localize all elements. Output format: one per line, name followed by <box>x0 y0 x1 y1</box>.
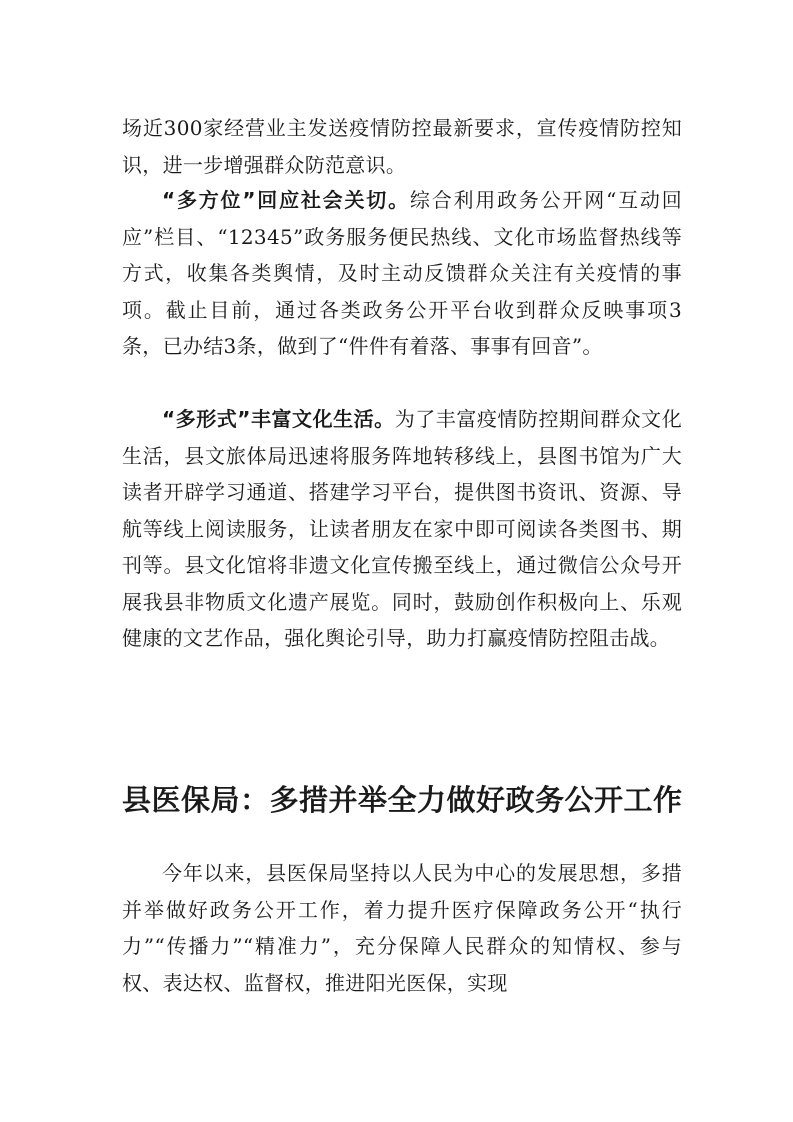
paragraph-continuation <box>122 110 682 183</box>
paragraph-text: 今年以来，县医保局坚持以人民为中心的发展思想，多措并举做好政务公开工作，着力提升医疗保障政务公开“执行力”“传播力”“精准力”，充分保障人民群众的知情权、参与权、表达权、监督权，推进阳光医保，实现 <box>122 861 682 995</box>
paragraph-multi-form-culture <box>122 401 682 657</box>
section-heading: 县医保局：多措并举全力做好政务公开工作 <box>122 783 683 817</box>
paragraph-medical-insurance-intro <box>122 855 682 1001</box>
paragraph-text: 为了丰富疫情防控期间群众文化生活，县文旅体局迅速将服务阵地转移线上，县图书馆为广大读者开辟学习通道、搭建学习平台，提供图书资讯、资源、导航等线上阅读服务，让读者朋友在家中即可阅读各类图书、期刊等。县文化馆将非遗文化宣传搬至线上，通过微信公众号开展我县非物质文化遗产展览。同时，鼓励创作积极向上、乐观健康的文艺作品，强化舆论引导，助力打赢疫情防控阻击战。 <box>122 407 683 650</box>
paragraph-multi-directional-response <box>122 182 682 365</box>
paragraph-lead-heading: “多方位”回应社会关切。 <box>162 188 410 212</box>
paragraph-text: 场近300家经营业主发送疫情防控最新要求，宣传疫情防控知识，进一步增强群众防范意识。 <box>122 116 682 177</box>
paragraph-lead-heading: “多形式”丰富文化生活。 <box>162 407 395 431</box>
paragraph-text: 综合利用政务公开网“互动回应”栏目、“12345”政务服务便民热线、文化市场监督热线等方式，收集各类舆情，及时主动反馈群众关注有关疫情的事项。截止目前，通过各类政务公开平台收到群众反映事项3条，已办结3条，做到了“件件有着落、事事有回音”。 <box>122 188 683 358</box>
